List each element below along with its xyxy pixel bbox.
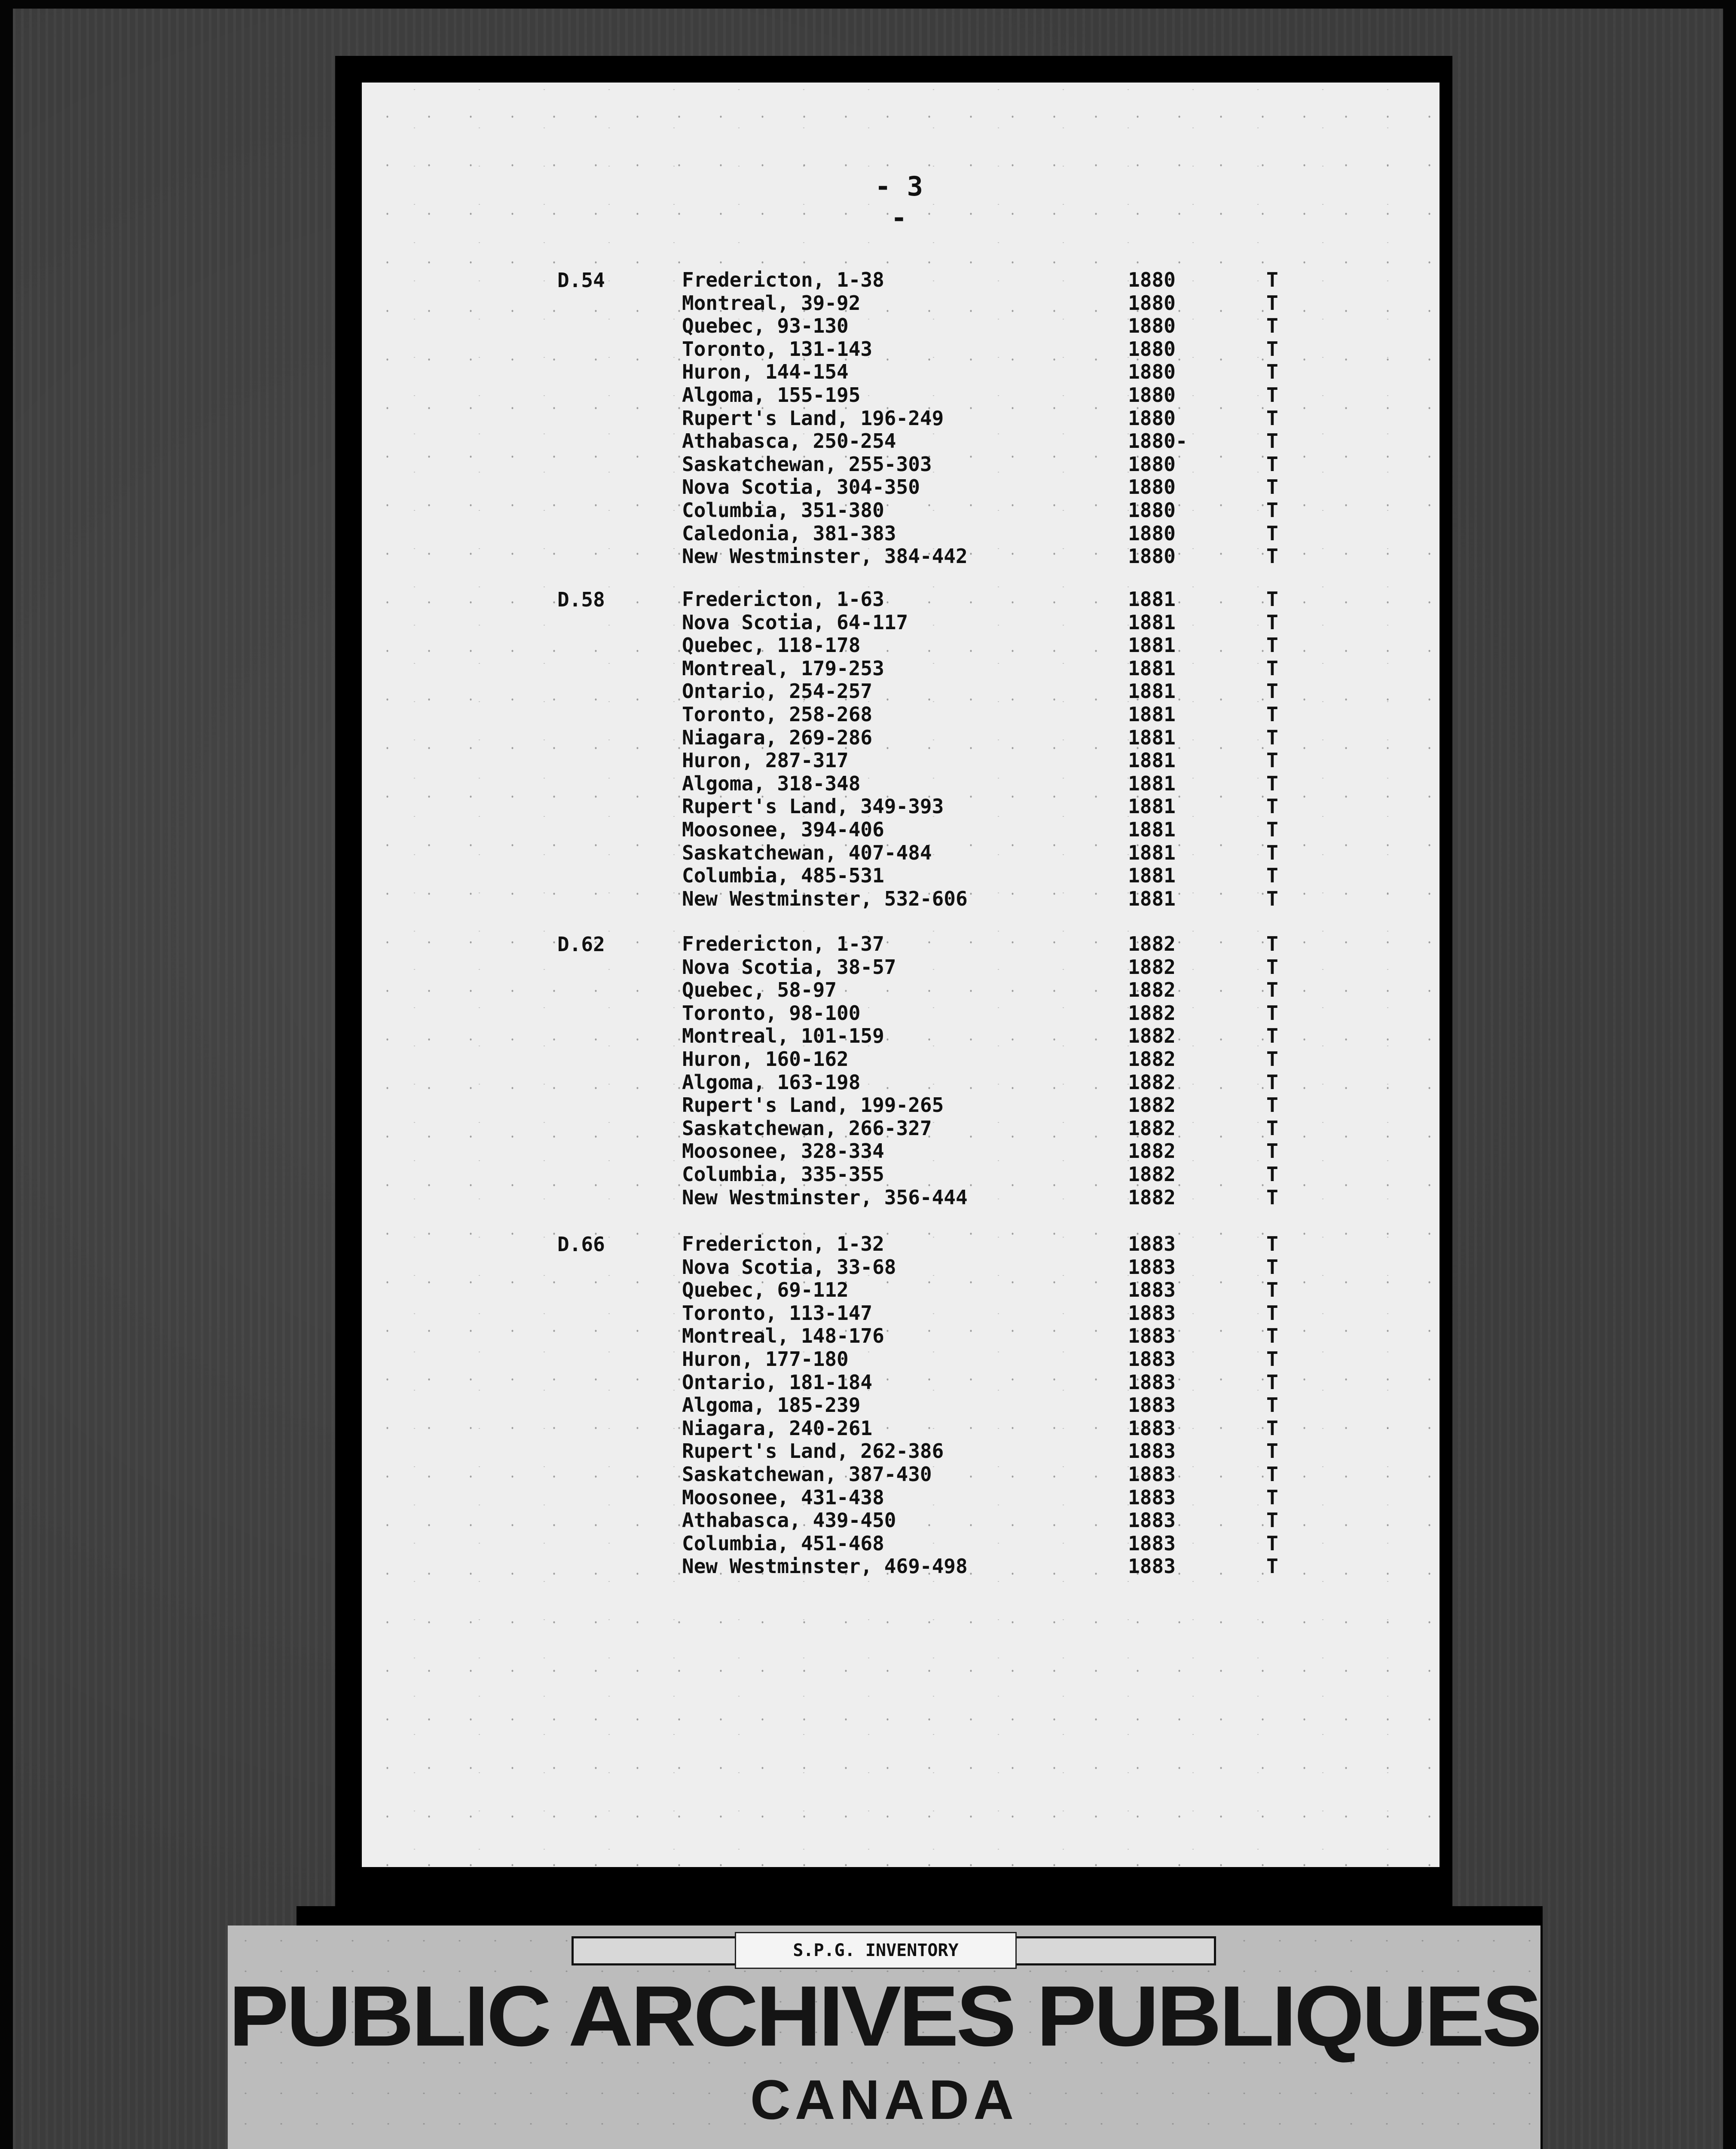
entry-year: 1881 [1128, 702, 1176, 726]
entry-mark: T [1266, 726, 1278, 749]
entry-name: Rupert's Land, 349-393 [682, 795, 944, 818]
entry-year: 1883 [1128, 1370, 1176, 1394]
document-page [362, 83, 1440, 1867]
inventory-entry [362, 407, 1440, 430]
entry-year: 1881 [1128, 680, 1176, 703]
entry-mark: T [1266, 314, 1278, 338]
entry-mark: T [1266, 1462, 1278, 1486]
entry-year: 1881 [1128, 771, 1176, 795]
entry-mark: T [1266, 932, 1278, 955]
entry-mark: T [1266, 978, 1278, 1002]
entry-year: 1883 [1128, 1462, 1176, 1486]
entry-mark: T [1266, 749, 1278, 772]
inventory-entry [362, 1417, 1440, 1440]
entry-year: 1882 [1128, 1139, 1176, 1163]
inventory-entry [362, 1002, 1440, 1025]
inventory-entry [362, 1279, 1440, 1302]
entry-name: Ontario, 181-184 [682, 1370, 873, 1394]
inventory-entry [362, 1509, 1440, 1532]
section-code: D.58 [557, 588, 605, 611]
entry-name: Athabasca, 439-450 [682, 1509, 896, 1532]
entry-mark: T [1266, 634, 1278, 657]
entry-mark: T [1266, 475, 1278, 499]
inventory-entry [362, 292, 1440, 315]
inventory-entry [362, 1071, 1440, 1094]
entry-name: Toronto, 98-100 [682, 1001, 861, 1025]
entry-name: Fredericton, 1-38 [682, 268, 884, 291]
inventory-entry [362, 1233, 1440, 1256]
entry-year: 1882 [1128, 1162, 1176, 1186]
entry-name: Montreal, 148-176 [682, 1324, 884, 1348]
entry-name: Saskatchewan, 407-484 [682, 841, 932, 864]
entry-name: New Westminster, 532-606 [682, 887, 968, 910]
entry-year: 1882 [1128, 1001, 1176, 1025]
entry-mark: T [1266, 1439, 1278, 1463]
entry-name: Niagara, 269-286 [682, 726, 873, 749]
entry-mark: T [1266, 360, 1278, 384]
entry-mark: T [1266, 1139, 1278, 1163]
entry-mark: T [1266, 1024, 1278, 1048]
entry-year: 1882 [1128, 1116, 1176, 1140]
entry-year: 1881 [1128, 887, 1176, 910]
entry-mark: T [1266, 1232, 1278, 1255]
entry-year: 1881 [1128, 610, 1176, 634]
entry-name: Moosonee, 431-438 [682, 1485, 884, 1509]
inventory-entry [362, 269, 1440, 292]
entry-name: Rupert's Land, 196-249 [682, 406, 944, 430]
entry-name: Montreal, 101-159 [682, 1024, 884, 1048]
entry-name: Fredericton, 1-63 [682, 588, 884, 611]
entry-mark: T [1266, 1001, 1278, 1025]
inventory-entry [362, 1186, 1440, 1209]
inventory-entry [362, 1440, 1440, 1463]
entry-mark: T [1266, 795, 1278, 818]
entry-name: Quebec, 118-178 [682, 634, 861, 657]
entry-year: 1882 [1128, 1047, 1176, 1071]
entry-year: 1883 [1128, 1301, 1176, 1325]
entry-mark: T [1266, 1047, 1278, 1071]
entry-mark: T [1266, 1185, 1278, 1209]
entry-name: Toronto, 113-147 [682, 1301, 873, 1325]
entry-year: 1881 [1128, 749, 1176, 772]
inventory-entry [362, 361, 1440, 384]
entry-mark: T [1266, 1116, 1278, 1140]
inventory-entry [362, 1555, 1440, 1578]
archives-country: CANADA [750, 2068, 1018, 2131]
inventory-entry [362, 476, 1440, 499]
entry-year: 1880 [1128, 383, 1176, 407]
entry-mark: T [1266, 1370, 1278, 1394]
entry-year: 1883 [1128, 1232, 1176, 1255]
entry-year: 1883 [1128, 1393, 1176, 1417]
entry-year: 1883 [1128, 1485, 1176, 1509]
entry-year: 1883 [1128, 1416, 1176, 1440]
inventory-entry [362, 545, 1440, 568]
section-d66 [362, 1233, 1440, 1578]
entry-year: 1880 [1128, 545, 1176, 568]
entry-year: 1881 [1128, 795, 1176, 818]
entry-name: Nova Scotia, 304-350 [682, 475, 920, 499]
entry-year: 1882 [1128, 1093, 1176, 1117]
entry-name: Moosonee, 394-406 [682, 817, 884, 841]
entry-name: Algoma, 155-195 [682, 383, 861, 407]
inventory-entry [362, 1371, 1440, 1394]
entry-year: 1883 [1128, 1324, 1176, 1348]
entry-name: Caledonia, 381-383 [682, 521, 896, 545]
entry-year: 1880 [1128, 475, 1176, 499]
entry-year: 1881 [1128, 841, 1176, 864]
inventory-entry [362, 338, 1440, 361]
section-d62 [362, 933, 1440, 1209]
inventory-entry [362, 1463, 1440, 1486]
entry-year: 1881 [1128, 656, 1176, 680]
inventory-entry [362, 842, 1440, 865]
inventory-entry [362, 315, 1440, 338]
entry-mark: T [1266, 1093, 1278, 1117]
section-code: D.54 [557, 269, 605, 292]
inventory-entry [362, 680, 1440, 703]
entry-year: 1880 [1128, 268, 1176, 291]
entry-name: Montreal, 39-92 [682, 291, 861, 315]
entry-year: 1880 [1128, 291, 1176, 315]
entry-year: 1880 [1128, 360, 1176, 384]
entry-name: Rupert's Land, 199-265 [682, 1093, 944, 1117]
entry-name: Saskatchewan, 266-327 [682, 1116, 932, 1140]
entry-name: Nova Scotia, 38-57 [682, 955, 896, 979]
entry-year: 1882 [1128, 955, 1176, 979]
entry-mark: T [1266, 1301, 1278, 1325]
entry-name: Toronto, 131-143 [682, 337, 873, 361]
entry-mark: T [1266, 1255, 1278, 1279]
inventory-entry [362, 1302, 1440, 1325]
inventory-entry [362, 1163, 1440, 1186]
inventory-entry [362, 1256, 1440, 1279]
entry-mark: T [1266, 291, 1278, 315]
inventory-entry [362, 726, 1440, 750]
inventory-entry [362, 1486, 1440, 1509]
entry-year: 1882 [1128, 1185, 1176, 1209]
entry-mark: T [1266, 817, 1278, 841]
inventory-entry [362, 933, 1440, 956]
entry-year: 1880 [1128, 337, 1176, 361]
entry-mark: T [1266, 656, 1278, 680]
entry-mark: T [1266, 1416, 1278, 1440]
inventory-entry [362, 1348, 1440, 1371]
section-d54 [362, 269, 1440, 568]
inventory-sections [362, 83, 1440, 1867]
entry-mark: T [1266, 1393, 1278, 1417]
entry-year: 1883 [1128, 1531, 1176, 1555]
entry-year: 1882 [1128, 1024, 1176, 1048]
entry-mark: T [1266, 1278, 1278, 1302]
entry-mark: T [1266, 588, 1278, 611]
inventory-entry [362, 703, 1440, 726]
inventory-entry [362, 772, 1440, 796]
entry-name: Nova Scotia, 64-117 [682, 610, 908, 634]
entry-mark: T [1266, 1347, 1278, 1371]
entry-year: 1883 [1128, 1439, 1176, 1463]
entry-year: 1881 [1128, 634, 1176, 657]
entry-year: 1880 [1128, 314, 1176, 338]
entry-mark: T [1266, 955, 1278, 979]
entry-mark: T [1266, 498, 1278, 522]
entry-name: Huron, 177-180 [682, 1347, 849, 1371]
inventory-entry [362, 1048, 1440, 1071]
entry-name: Algoma, 163-198 [682, 1070, 861, 1094]
inventory-entry [362, 795, 1440, 818]
entry-year: 1882 [1128, 1070, 1176, 1094]
entry-mark: T [1266, 864, 1278, 888]
entry-name: Ontario, 254-257 [682, 680, 873, 703]
entry-name: Saskatchewan, 255-303 [682, 452, 932, 476]
inventory-entry [362, 1094, 1440, 1117]
inventory-label: S.P.G. INVENTORY [735, 1932, 1017, 1969]
entry-mark: T [1266, 1509, 1278, 1532]
entry-year: 1881 [1128, 588, 1176, 611]
entry-year: 1881 [1128, 864, 1176, 888]
inventory-entry [362, 453, 1440, 476]
entry-name: New Westminster, 469-498 [682, 1555, 968, 1578]
entry-mark: T [1266, 1485, 1278, 1509]
entry-mark: T [1266, 680, 1278, 703]
entry-name: Fredericton, 1-32 [682, 1232, 884, 1255]
inventory-entry [362, 979, 1440, 1002]
entry-mark: T [1266, 429, 1278, 453]
inventory-entry [362, 522, 1440, 545]
entry-mark: T [1266, 1070, 1278, 1094]
entry-mark: T [1266, 1162, 1278, 1186]
inventory-entry [362, 818, 1440, 842]
entry-name: Toronto, 258-268 [682, 702, 873, 726]
entry-mark: T [1266, 841, 1278, 864]
entry-year: 1883 [1128, 1278, 1176, 1302]
inventory-entry [362, 888, 1440, 911]
inventory-entry [362, 499, 1440, 522]
entry-mark: T [1266, 1555, 1278, 1578]
entry-mark: T [1266, 1324, 1278, 1348]
inventory-entry [362, 657, 1440, 680]
entry-name: Nova Scotia, 33-68 [682, 1255, 896, 1279]
entry-year: 1880 [1128, 521, 1176, 545]
entry-mark: T [1266, 521, 1278, 545]
entry-year: 1883 [1128, 1255, 1176, 1279]
inventory-entry [362, 611, 1440, 634]
entry-name: Columbia, 335-355 [682, 1162, 884, 1186]
entry-name: Montreal, 179-253 [682, 656, 884, 680]
entry-name: New Westminster, 384-442 [682, 545, 968, 568]
inventory-entry [362, 749, 1440, 772]
inventory-entry [362, 1140, 1440, 1163]
entry-name: Quebec, 69-112 [682, 1278, 849, 1302]
entry-mark: T [1266, 771, 1278, 795]
page-number: - 3 - [875, 171, 923, 233]
inventory-entry [362, 864, 1440, 888]
entry-mark: T [1266, 887, 1278, 910]
inventory-entry [362, 1025, 1440, 1048]
entry-year: 1883 [1128, 1347, 1176, 1371]
entry-name: Moosonee, 328-334 [682, 1139, 884, 1163]
entry-name: Quebec, 58-97 [682, 978, 837, 1002]
inventory-entry [362, 1394, 1440, 1417]
entry-name: Columbia, 485-531 [682, 864, 884, 888]
entry-year: 1880- [1128, 429, 1188, 453]
entry-name: Columbia, 351-380 [682, 498, 884, 522]
entry-mark: T [1266, 545, 1278, 568]
inventory-entry [362, 634, 1440, 657]
entry-name: Quebec, 93-130 [682, 314, 849, 338]
entry-mark: T [1266, 1531, 1278, 1555]
entry-mark: T [1266, 702, 1278, 726]
inventory-entry [362, 588, 1440, 611]
archives-title: PUBLIC ARCHIVES PUBLIQUES [229, 1968, 1540, 2064]
entry-name: Huron, 144-154 [682, 360, 849, 384]
inventory-entry [362, 1325, 1440, 1348]
entry-year: 1881 [1128, 726, 1176, 749]
entry-name: Columbia, 451-468 [682, 1531, 884, 1555]
inventory-entry [362, 1532, 1440, 1555]
entry-name: Saskatchewan, 387-430 [682, 1462, 932, 1486]
entry-name: Algoma, 318-348 [682, 771, 861, 795]
entry-name: Algoma, 185-239 [682, 1393, 861, 1417]
section-d58 [362, 588, 1440, 910]
entry-mark: T [1266, 610, 1278, 634]
entry-mark: T [1266, 268, 1278, 291]
entry-year: 1882 [1128, 932, 1176, 955]
entry-year: 1881 [1128, 817, 1176, 841]
entry-year: 1882 [1128, 978, 1176, 1002]
entry-year: 1883 [1128, 1509, 1176, 1532]
section-code: D.66 [557, 1233, 605, 1256]
entry-name: Athabasca, 250-254 [682, 429, 896, 453]
inventory-entry [362, 956, 1440, 979]
entry-name: Huron, 287-317 [682, 749, 849, 772]
entry-mark: T [1266, 406, 1278, 430]
entry-name: Niagara, 240-261 [682, 1416, 873, 1440]
entry-name: Rupert's Land, 262-386 [682, 1439, 944, 1463]
entry-year: 1883 [1128, 1555, 1176, 1578]
entry-mark: T [1266, 452, 1278, 476]
inventory-entry [362, 384, 1440, 407]
inventory-entry [362, 430, 1440, 453]
entry-year: 1880 [1128, 406, 1176, 430]
entry-mark: T [1266, 337, 1278, 361]
entry-name: Fredericton, 1-37 [682, 932, 884, 955]
entry-name: New Westminster, 356-444 [682, 1185, 968, 1209]
entry-year: 1880 [1128, 498, 1176, 522]
entry-mark: T [1266, 383, 1278, 407]
entry-year: 1880 [1128, 452, 1176, 476]
inventory-entry [362, 1117, 1440, 1140]
section-code: D.62 [557, 933, 605, 956]
entry-name: Huron, 160-162 [682, 1047, 849, 1071]
